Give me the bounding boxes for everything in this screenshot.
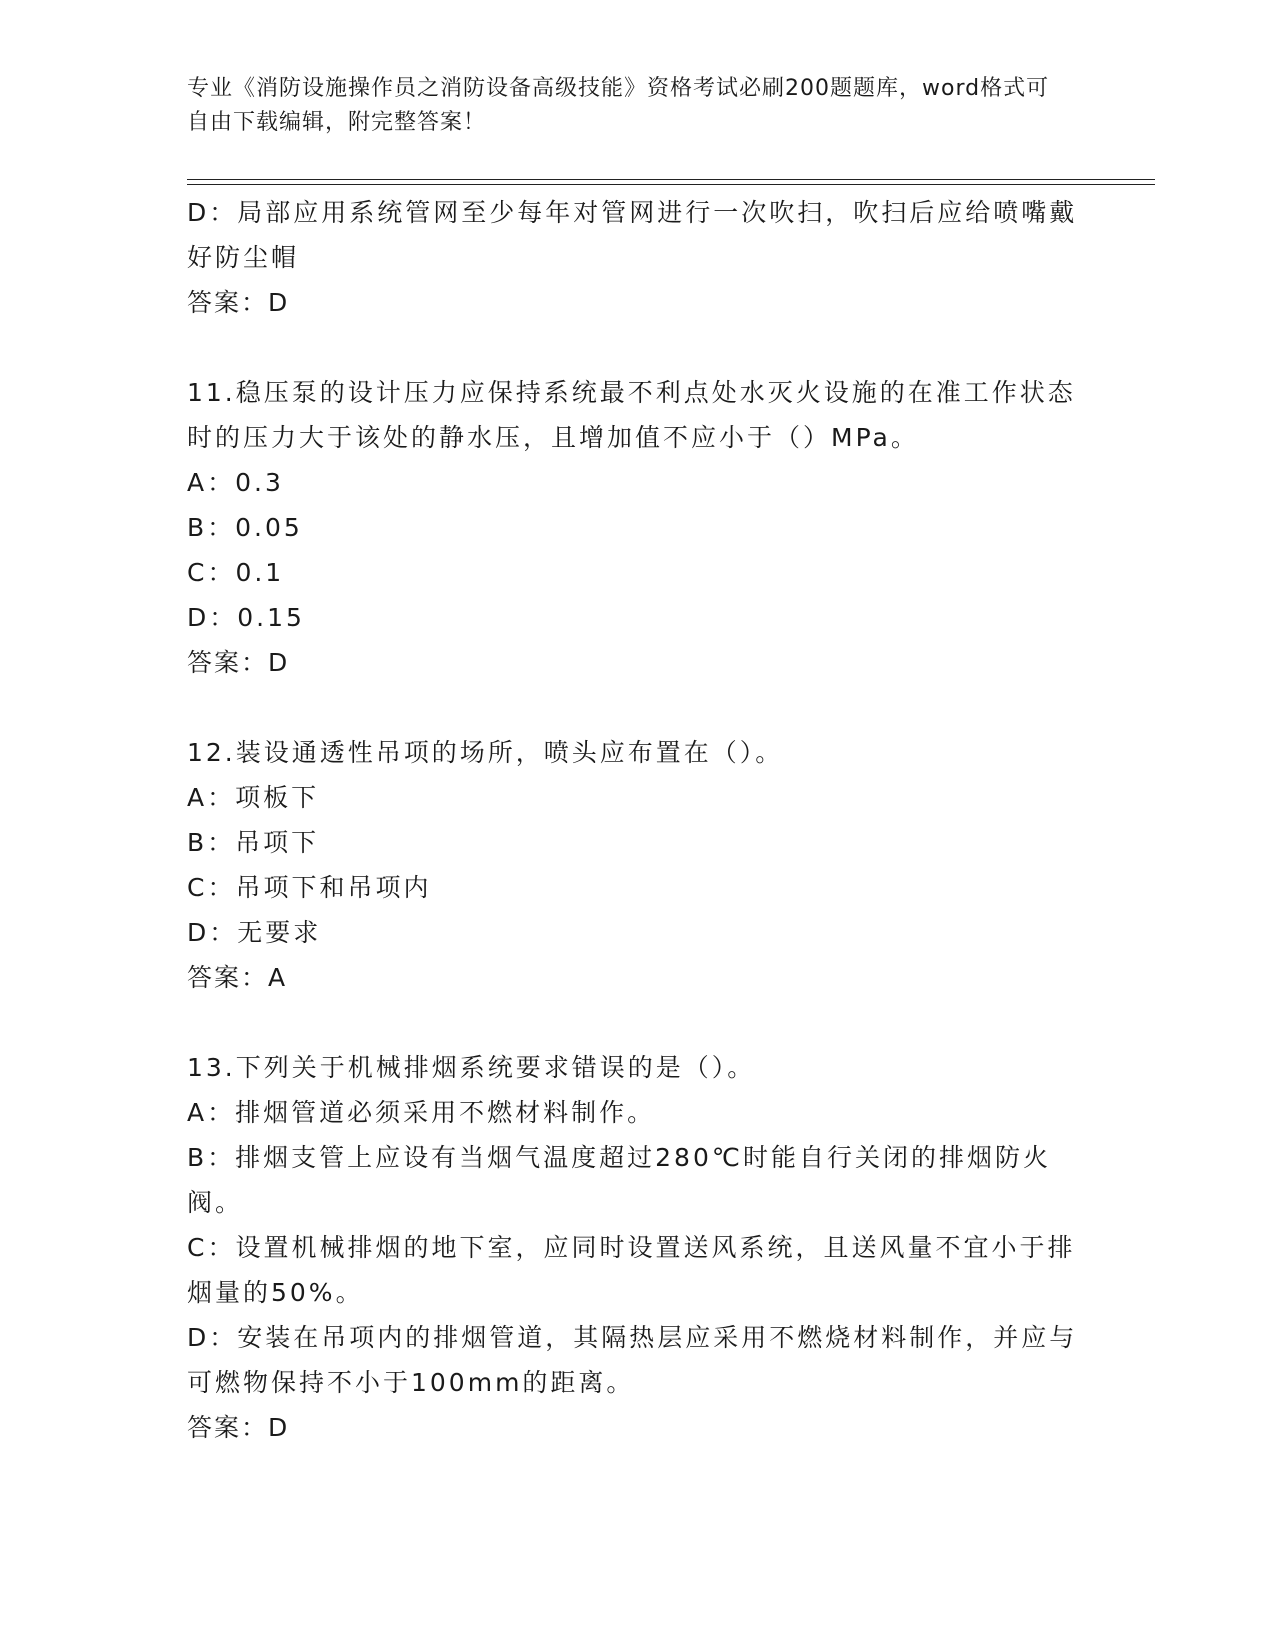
answer-line: 答案：D	[187, 648, 290, 677]
question-content	[187, 190, 1082, 1450]
question-11	[187, 370, 1082, 685]
option-b: B：排烟支管上应设有当烟气温度超过280℃时能自行关闭的排烟防火阀。	[187, 1143, 1051, 1217]
option-d: D：0.15	[187, 603, 305, 632]
option-d: D：无要求	[187, 918, 322, 947]
spacer	[187, 685, 1082, 730]
option-d: D：安装在吊项内的排烟管道，其隔热层应采用不燃烧材料制作，并应与可燃物保持不小于100mm的距离。	[187, 1323, 1078, 1397]
question-10-continuation	[187, 190, 1082, 325]
question-stem: 13.下列关于机械排烟系统要求错误的是（）。	[187, 1053, 756, 1082]
option-b: B：0.05	[187, 513, 303, 542]
option-a: A：排烟管道必须采用不燃材料制作。	[187, 1098, 656, 1127]
answer-line: 答案：A	[187, 963, 288, 992]
question-13	[187, 1045, 1082, 1450]
spacer	[187, 1000, 1082, 1045]
option-c: C：吊项下和吊项内	[187, 873, 432, 902]
question-stem: 11.稳压泵的设计压力应保持系统最不利点处水灭火设施的在准工作状态时的压力大于该处的静水压，且增加值不应小于（）MPa。	[187, 378, 1076, 452]
option-b: B：吊项下	[187, 828, 320, 857]
spacer	[187, 325, 1082, 370]
document-header: 专业《消防设施操作员之消防设备高级技能》资格考试必刷200题题库，word格式可自由下载编辑，附完整答案！	[187, 76, 1050, 135]
option-a: A：0.3	[187, 468, 284, 497]
answer-line: 答案：D	[187, 288, 290, 317]
header-rule-bottom	[187, 184, 1155, 185]
header-rule-top	[187, 179, 1155, 180]
option-a: A：项板下	[187, 783, 320, 812]
question-12	[187, 730, 1082, 1000]
option-c: C：0.1	[187, 558, 285, 587]
answer-line: 答案：D	[187, 1413, 290, 1442]
option-c: C：设置机械排烟的地下室，应同时设置送风系统，且送风量不宜小于排烟量的50%。	[187, 1233, 1076, 1307]
option-d: D：局部应用系统管网至少每年对管网进行一次吹扫，吹扫后应给喷嘴戴好防尘帽	[187, 198, 1078, 272]
question-stem: 12.装设通透性吊项的场所，喷头应布置在（）。	[187, 738, 784, 767]
